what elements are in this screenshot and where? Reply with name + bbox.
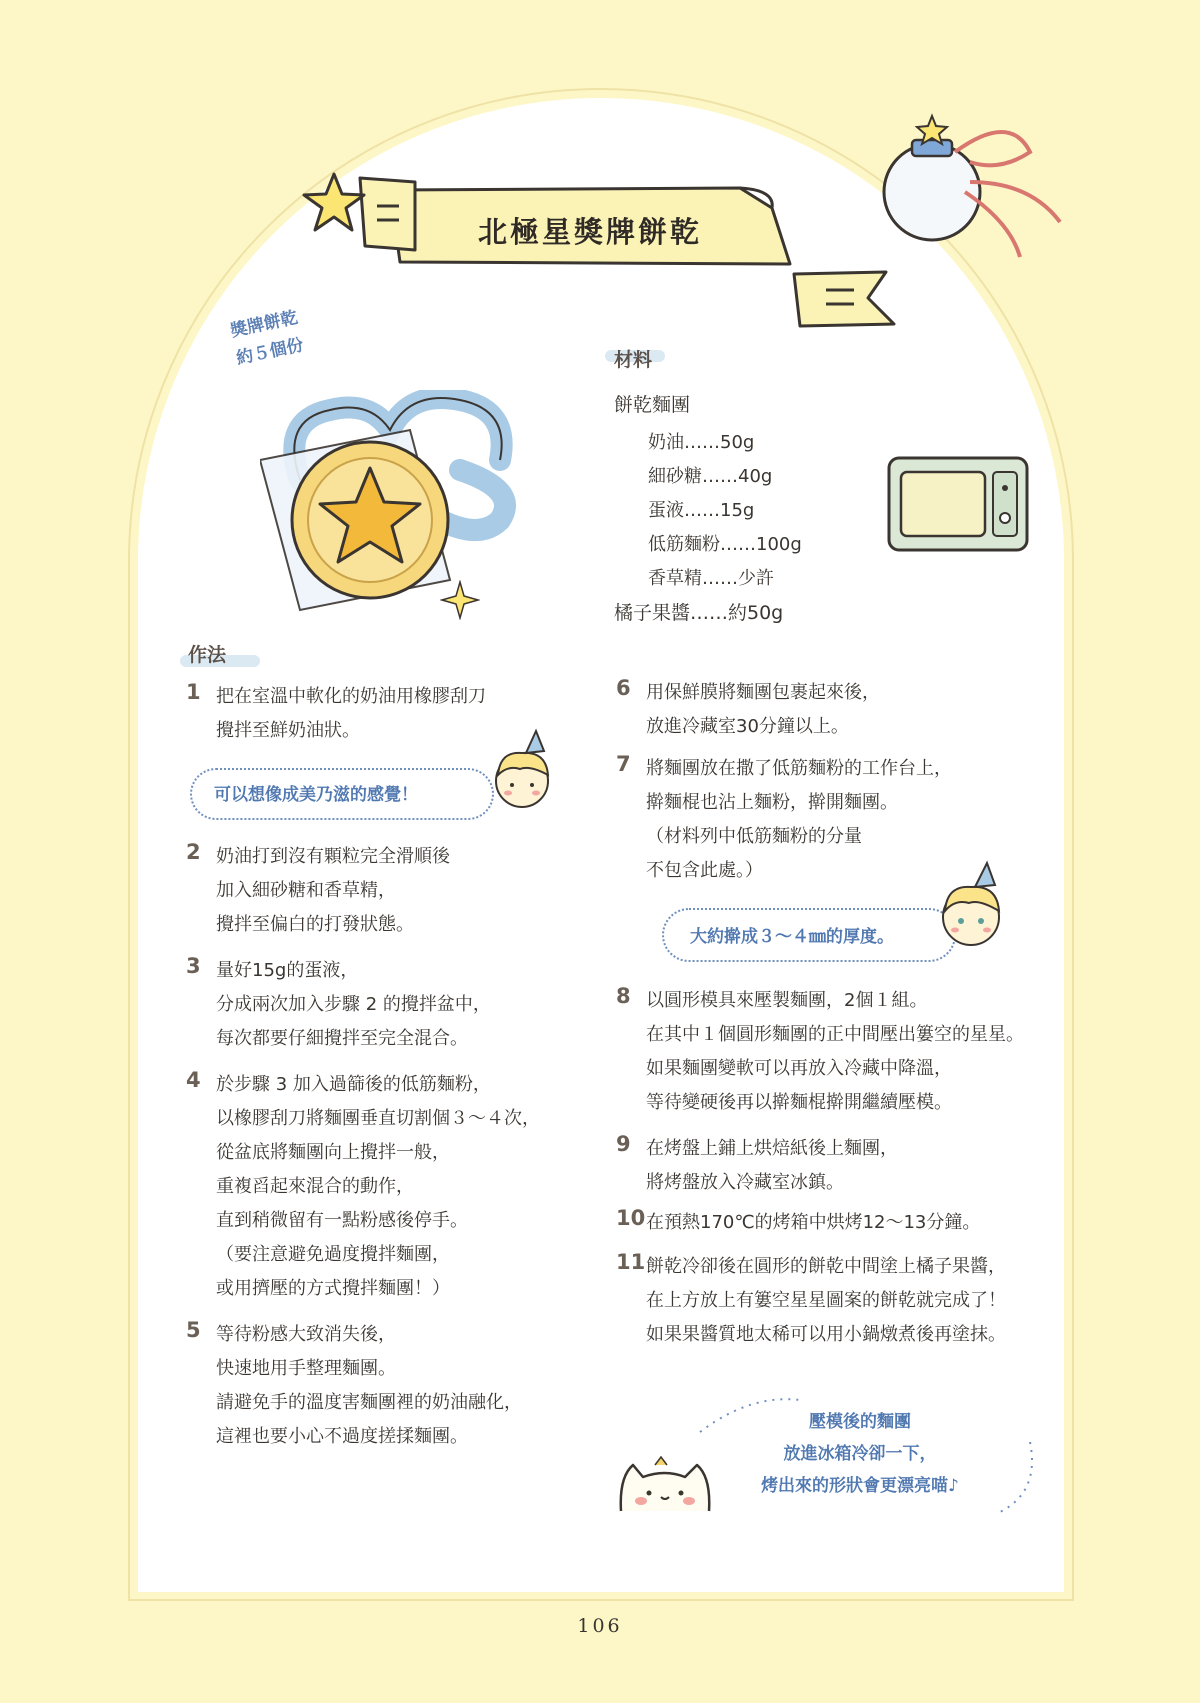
step-text: 以橡膠刮刀將麵團垂直切割個３～４次， (216, 1108, 540, 1129)
ingredient-item: 蛋液……15g (648, 500, 755, 521)
step-text: 或用擠壓的方式攪拌麵團！） (216, 1278, 450, 1299)
step-text: 以圓形模具來壓製麵團，2個１組。 (646, 990, 928, 1011)
yield-line-1: 獎牌餅乾 (228, 307, 300, 342)
ingredient-group-dough: 餅乾麵團 (614, 394, 691, 416)
recipe-title: 北極星獎牌餅乾 (477, 215, 702, 249)
step-text: 在上方放上有簍空星星圖案的餅乾就完成了！ (646, 1290, 1006, 1311)
ingredient-item: 低筋麵粉……100g (648, 534, 802, 555)
step-number: 2 (186, 840, 201, 864)
step-text: 不包含此處。） (646, 860, 763, 881)
sparkle-icon (440, 580, 480, 620)
ornament-illustration (870, 112, 1070, 272)
step-text: 請避免手的溫度害麵團裡的奶油融化， (216, 1392, 522, 1413)
child-mascot-icon (935, 855, 1015, 955)
step-text: 擀麵棍也沾上麵粉，擀開麵團。 (646, 792, 898, 813)
step-text: （材料列中低筋麵粉的分量 (646, 826, 862, 847)
step-text: 如果果醬質地太稀可以用小鍋燉煮後再塗抹。 (646, 1324, 1006, 1345)
yield-line-2: 約５個份 (234, 335, 306, 369)
step-number: 3 (186, 954, 201, 978)
step-text: 將麵團放在撒了低筋麵粉的工作台上， (646, 758, 952, 779)
tip-mayonnaise: 可以想像成美乃滋的感覺！ (214, 785, 418, 805)
note-line-2: 放進冰箱冷卻一下， (783, 1444, 937, 1464)
step-text: 從盆底將麵團向上攪拌一般， (216, 1142, 450, 1163)
step-text: 把在室溫中軟化的奶油用橡膠刮刀 (216, 686, 486, 707)
step-text: 這裡也要小心不過度搓揉麵團。 (216, 1426, 468, 1447)
step-number: 9 (616, 1132, 631, 1156)
step-text: 放進冷藏室30分鐘以上。 (646, 716, 849, 737)
star-icon (300, 170, 368, 234)
step-text: 攪拌至鮮奶油狀。 (216, 720, 360, 741)
step-text: 重複舀起來混合的動作， (216, 1176, 414, 1197)
step-text: 如果麵團變軟可以再放入冷藏中降溫， (646, 1058, 952, 1079)
ingredients-label: 材料 (614, 349, 653, 371)
method-label: 作法 (188, 644, 227, 666)
step-number: 11 (616, 1250, 646, 1274)
step-text: 等待粉感大致消失後， (216, 1324, 396, 1345)
step-text: 快速地用手整理麵團。 (216, 1358, 396, 1379)
step-text: 餅乾冷卻後在圓形的餅乾中間塗上橘子果醬， (646, 1256, 1006, 1277)
step-text: 等待變硬後再以擀麵棍擀開繼續壓模。 (646, 1092, 952, 1113)
step-text: 在預熱170℃的烤箱中烘烤12～13分鐘。 (646, 1212, 981, 1233)
banner-right-flag (790, 268, 900, 330)
step-text: 用保鮮膜將麵團包裹起來後， (646, 682, 880, 703)
step-text: 每次都要仔細攪拌至完全混合。 (216, 1028, 468, 1049)
step-text: 加入細砂糖和香草精， (216, 880, 396, 901)
step-number: 8 (616, 984, 631, 1008)
step-text: 分成兩次加入步驟 2 的攪拌盆中， (216, 994, 491, 1015)
ingredient-item: 奶油……50g (648, 432, 755, 453)
step-number: 6 (616, 676, 631, 700)
ingredient-item: 細砂糖……40g (648, 466, 773, 487)
ingredient-item: 香草精……少許 (648, 568, 774, 589)
step-text: （要注意避免過度攪拌麵團， (216, 1244, 450, 1265)
page-number: 106 (577, 1615, 623, 1637)
note-line-3: 烤出來的形狀會更漂亮喵♪ (761, 1476, 959, 1496)
step-text: 將烤盤放入冷藏室冰鎮。 (646, 1172, 844, 1193)
step-text: 直到稍微留有一點粉感後停手。 (216, 1210, 468, 1231)
step-text: 奶油打到沒有顆粒完全滑順後 (216, 846, 450, 867)
step-text: 攪拌至偏白的打發狀態。 (216, 914, 414, 935)
step-text: 量好15g的蛋液， (216, 960, 359, 981)
child-mascot-icon (490, 725, 560, 815)
step-number: 5 (186, 1318, 201, 1342)
microwave-oven-illustration (885, 448, 1035, 558)
medal-cookie-illustration (260, 390, 560, 640)
step-number: 10 (616, 1206, 646, 1230)
step-number: 7 (616, 752, 631, 776)
step-text: 在其中１個圓形麵團的正中間壓出簍空的星星。 (646, 1024, 1024, 1045)
step-number: 4 (186, 1068, 201, 1092)
cat-mascot-icon (615, 1455, 715, 1515)
note-line-1: 壓模後的麵團 (809, 1412, 911, 1432)
ingredient-group-jam: 橘子果醬……約50g (614, 602, 784, 624)
step-number: 1 (186, 680, 201, 704)
step-text: 在烤盤上鋪上烘焙紙後上麵團， (646, 1138, 898, 1159)
step-text: 於步驟 3 加入過篩後的低筋麵粉， (216, 1074, 491, 1095)
tip-thickness: 大約擀成３～４㎜的厚度。 (690, 927, 894, 947)
note-text (720, 1406, 1000, 1502)
